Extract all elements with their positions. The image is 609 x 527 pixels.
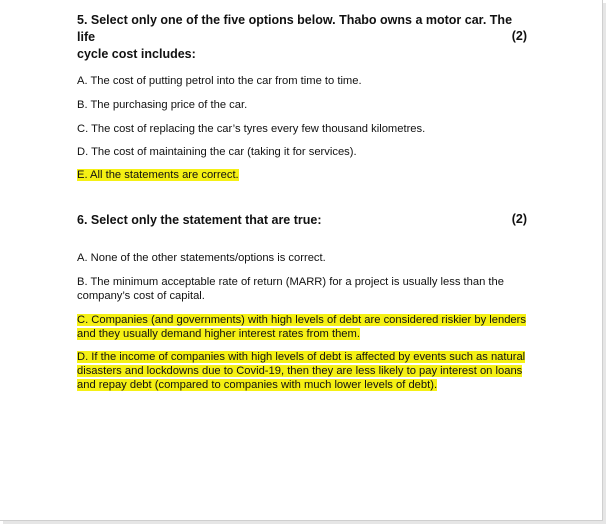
- question-6-title: 6. Select only the statement that are true:: [77, 213, 322, 227]
- q6-option-c: [77, 313, 529, 341]
- question-6-header: [77, 212, 527, 229]
- question-5-header: [77, 12, 527, 63]
- question-5-title-line2: cycle cost includes:: [77, 47, 196, 61]
- q5-option-d: D. The cost of maintaining the car (taking it for services).: [77, 146, 357, 158]
- q5-option-b: B. The purchasing price of the car.: [77, 99, 248, 111]
- q5-option-e: [77, 168, 529, 182]
- question-6-marks: (2): [511, 212, 527, 226]
- q6-option-b: B. The minimum acceptable rate of return (MARR) for a project is usually less than the company’s cost of capital.: [77, 276, 504, 302]
- q5-option-a: A. The cost of putting petrol into the car from time to time.: [77, 75, 362, 87]
- q5-option-c: C. The cost of replacing the car’s tyres every few thousand kilometres.: [77, 123, 426, 135]
- question-5-title-line1: 5. Select only one of the five options below. Thabo owns a motor car. The life: [77, 13, 513, 44]
- q6-option-d-highlight: D. If the income of companies with high levels of debt is affected by events such as natural disasters and lockdowns due to Covid-19, then they are less likely to pay interest on loans and repay debt (compared to companies with much lower levels of debt).: [77, 351, 526, 391]
- q6-option-a: A. None of the other statements/options is correct.: [77, 252, 326, 264]
- q5-option-e-highlight: E. All the statements are correct.: [77, 169, 239, 181]
- q6-option-d: [77, 350, 529, 392]
- question-5-marks: (2): [511, 29, 527, 43]
- q6-option-c-highlight: C. Companies (and governments) with high levels of debt are considered riskier by lenders and they usually demand higher interest rates from them.: [77, 314, 526, 340]
